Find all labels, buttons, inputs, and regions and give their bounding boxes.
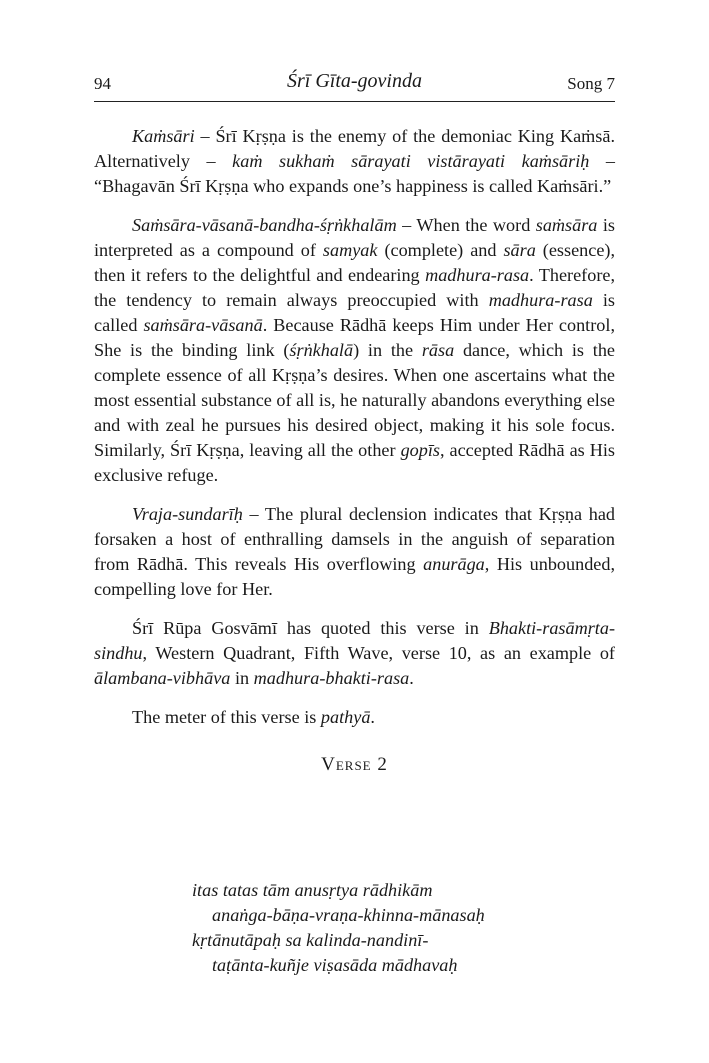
text: – “Bhagavān Śrī Kṛṣṇa who expands one’s happiness is called Kaṁsāri.” xyxy=(94,151,615,196)
text: – Śrī Kṛṣṇa is the enemy of the demoniac King Kaṁsā. Alternatively – xyxy=(94,126,615,171)
book-title: Śrī Gīta-govinda xyxy=(287,70,422,92)
term: anurāga xyxy=(423,554,485,574)
term: saṁsāra-vāsanā xyxy=(143,315,263,335)
term: śṛṅkhalā xyxy=(289,340,354,360)
term: samyak xyxy=(322,240,378,260)
text: , accepted Rādhā as His exclusive refuge. xyxy=(94,440,616,485)
verse-line: taṭānta-kuñje viṣasāda mādhavaḥ xyxy=(212,955,458,975)
verse-heading-word: Verse xyxy=(321,754,372,775)
term: saṁsāra xyxy=(535,215,598,235)
verse-text xyxy=(192,878,485,978)
verse-heading-number: 2 xyxy=(377,754,388,775)
paragraph-samsara xyxy=(94,213,615,488)
text: . xyxy=(409,668,414,688)
text: (essence), then it refers to the delightful and endearing xyxy=(94,240,616,285)
term: Saṁsāra-vāsanā-bandha-śṛṅkhalām xyxy=(132,215,397,235)
text: Śrī Rūpa Gosvāmī has quoted this verse in xyxy=(132,618,489,638)
section-label: Song 7 xyxy=(567,74,615,93)
text: . xyxy=(370,707,375,727)
page-body xyxy=(94,124,615,791)
term: ālambana-vibhāva xyxy=(94,668,231,688)
term: Vraja-sundarīḥ xyxy=(132,504,243,524)
term: Kaṁsāri xyxy=(132,126,195,146)
verse-line: itas tatas tām anusṛtya rādhikām xyxy=(192,880,433,900)
term: rāsa xyxy=(421,340,455,360)
text: ) in the xyxy=(353,340,422,360)
paragraph-rupa-gosvami xyxy=(94,616,615,691)
term: pathyā xyxy=(320,707,371,727)
term: sāra xyxy=(503,240,536,260)
verse-line: anaṅga-bāṇa-vraṇa-khinna-mānasaḥ xyxy=(212,905,485,925)
text: is called xyxy=(94,290,615,335)
term: madhura-rasa xyxy=(488,290,593,310)
text: – When the word xyxy=(396,215,536,235)
verse-line: kṛtānutāpaḥ sa kalinda-nandinī- xyxy=(192,930,429,950)
text: in xyxy=(230,668,254,688)
term: kaṁ sukhaṁ sārayati vistārayati kaṁsāriḥ xyxy=(232,151,590,171)
text: – The plural declension indicates that Kṛṣṇa had forsaken a host of enthralling damsels in the anguish of separation from Rādhā. This reveals His overflowing xyxy=(94,504,615,574)
text: . Because Rādhā keeps Him under Her control, She is the binding link ( xyxy=(94,315,615,360)
term: madhura-rasa xyxy=(425,265,530,285)
text: The meter of this verse is xyxy=(132,707,321,727)
term: gopīs xyxy=(400,440,440,460)
term: madhura-bhakti-rasa xyxy=(253,668,410,688)
term: Bhakti-rasāmṛta-sindhu xyxy=(94,618,615,663)
verse-heading xyxy=(94,752,615,777)
paragraph-kamsari xyxy=(94,124,615,199)
running-header xyxy=(94,66,615,98)
text: (complete) and xyxy=(377,240,504,260)
paragraph-vraja-sundari xyxy=(94,502,615,602)
paragraph-meter xyxy=(94,705,615,730)
text: . Therefore, the tendency to remain always preoccupied with xyxy=(94,265,616,310)
text: is interpreted as a compound of xyxy=(94,215,615,260)
header-rule xyxy=(94,101,615,102)
text: , Western Quadrant, Fifth Wave, verse 10, as an example of xyxy=(142,643,615,663)
text: dance, which is the complete essence of all Kṛṣṇa’s desires. When one ascertains what the most essential substance of all is, he naturally abandons everything else and with zeal he pursues his desired object, making it his sole focus. Similarly, Śrī Kṛṣṇa, leaving all the other xyxy=(94,340,616,460)
text: , His unbounded, compelling love for Her. xyxy=(94,554,615,599)
page-number: 94 xyxy=(94,74,111,93)
